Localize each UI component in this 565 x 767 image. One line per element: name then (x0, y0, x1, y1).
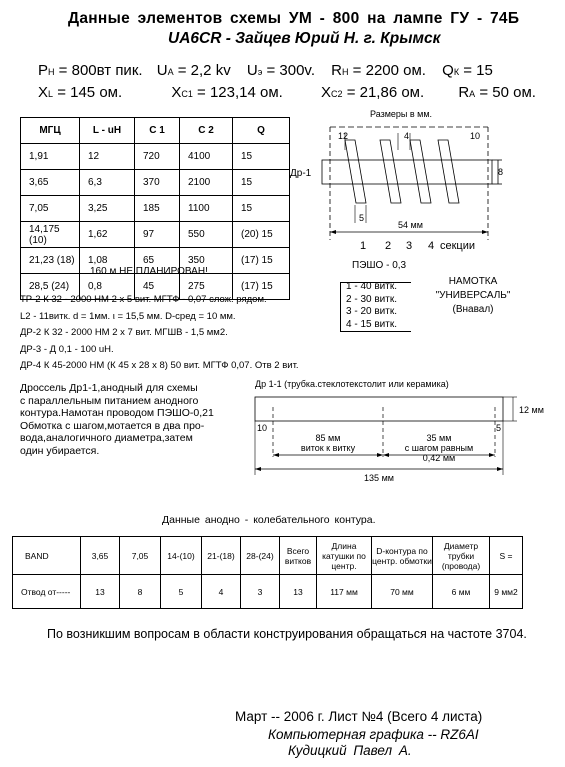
table-cell: 3 (241, 575, 280, 609)
section-number: 1 (360, 240, 367, 252)
description-line: Дроссель Др1-1,анодный для схемы (20, 382, 198, 394)
seg2-length: 35 мм (426, 433, 452, 443)
table-header-cell: 3,65 (81, 537, 120, 575)
table-cell: 720 (135, 144, 180, 170)
table-cell: 4 (202, 575, 241, 609)
table2-title: Данные анодно - колебательного контура. (162, 514, 376, 526)
description-line: контура.Намотан проводом ПЭШО-0,21 (20, 407, 214, 419)
table-cell: 185 (135, 196, 180, 222)
choke-section-4 (438, 140, 459, 203)
section-number: 3 (406, 240, 413, 252)
dim-10: 10 (470, 131, 481, 141)
table-header-cell: 28-(24) (241, 537, 280, 575)
dim-10: 10 (257, 423, 268, 433)
table-cell: 15 (233, 196, 290, 222)
tube-diameter: 12 мм (519, 405, 544, 415)
param-xc1: XC1 = 123,14 ом. (171, 84, 283, 101)
table-header-cell: C 2 (180, 118, 233, 144)
table-header-cell: S = (490, 537, 523, 575)
table-cell: 4100 (180, 144, 233, 170)
table-cell: 13 (81, 575, 120, 609)
description-line: один убирается. (20, 444, 100, 457)
table-cell: 21,23 (18) (21, 248, 80, 274)
table-cell: 45 (135, 274, 180, 300)
params-line-1 (38, 62, 493, 79)
dim-5: 5 (359, 213, 365, 223)
param-ua: UА = 2,2 kv (156, 62, 231, 79)
table-cell: 2100 (180, 170, 233, 196)
table-cell: 3,25 (80, 196, 135, 222)
table-cell: 28,5 (24) (21, 274, 80, 300)
table-cell: 12 (80, 144, 135, 170)
sections-label: секции (440, 240, 476, 252)
component-item: ДР-4 К 45-2000 НМ (К 45 х 28 х 8) 50 вит. МГТФ 0,07. Отв 2 вит. (20, 360, 299, 371)
table-cell: 550 (180, 222, 233, 248)
choke-description (20, 382, 214, 457)
component-item: ДР-2 К 32 - 2000 НМ 2 х 7 вит. МГШВ - 1,5 мм2. (20, 327, 228, 338)
winding-line: "УНИВЕРСАЛЬ" (435, 290, 511, 301)
table-cell: 13 (280, 575, 317, 609)
turns-item: 2 - 30 витк. (346, 293, 397, 305)
component-item: ДР-3 - Д 0,1 - 100 uH. (20, 343, 114, 355)
table-cell: 15 (233, 144, 290, 170)
param-pn: РН = 800вт пик. (38, 62, 143, 79)
dim-5: 5 (496, 423, 502, 433)
table-cell: 1,08 (80, 248, 135, 274)
seg1-length: 85 мм (315, 433, 341, 443)
table-cell: (20) 15 (233, 222, 290, 248)
dim-total: 54 мм (398, 220, 423, 230)
table-header-cell: Всего витков (280, 537, 317, 575)
params-line-2 (38, 84, 536, 101)
table-cell: (17) 15 (233, 248, 290, 274)
table-row (21, 196, 290, 222)
param-xl: XL = 145 ом. (38, 84, 123, 101)
table-cell: 9 мм2 (490, 575, 523, 609)
table-cell: 6 мм (433, 575, 490, 609)
table-cell: 8 (120, 575, 161, 609)
page-subtitle: UA6CR - Зайцев Юрий Н. г. Крымск (168, 30, 441, 47)
table-cell: 14,175 (10) (21, 222, 80, 248)
param-qk: QК = 15 (442, 62, 493, 79)
section-number: 2 (385, 240, 392, 252)
choke-dr11-drawing (245, 375, 565, 487)
table-cell: (17) 15 (233, 274, 290, 300)
table-cell: Отвод от----- (13, 575, 81, 609)
choke-rod (322, 160, 492, 184)
table-header-cell: Длина катушки по центр. (317, 537, 372, 575)
choke-label: Др-1 (290, 168, 312, 179)
turns-item: 3 - 20 витк. (346, 306, 397, 317)
table-header-cell: 14-(10) (161, 537, 202, 575)
component-item: ТР-2 К 32 - 2000 НМ 2 х 5 вит. МГТФ - 0,07 слож. рядом. (20, 294, 267, 305)
table-cell: 65 (135, 248, 180, 274)
table-header-cell: D-контура по центр. обмотки (372, 537, 433, 575)
table-header-cell: Диаметр трубки (провода) (433, 537, 490, 575)
table-cell: 5 (161, 575, 202, 609)
table-header-cell: Q (233, 118, 290, 144)
table-cell: 1100 (180, 196, 233, 222)
author-name: Кудицкий Павел А. (288, 743, 412, 758)
description-line: с параллельным питанием анодного (20, 394, 199, 407)
section-number: 4 (428, 240, 435, 252)
table-cell: 1,91 (21, 144, 80, 170)
table-cell: 350 (180, 248, 233, 274)
table-cell: 7,05 (21, 196, 80, 222)
table-cell: 275 (180, 274, 233, 300)
table-row (21, 222, 290, 248)
questions-note: По возникшим вопросам в области конструирования обращаться на частоте 3704. (47, 627, 527, 641)
table-row (13, 575, 523, 609)
winding-line: НАМОТКА (448, 276, 498, 287)
drawing-title: Размеры в мм. (370, 109, 433, 119)
band-note: 160 м НЕ ПЛАНИРОВАН! (90, 266, 208, 277)
description-line: вода,аналогичного диаметра,затем (20, 432, 193, 444)
table-header-cell: BAND (13, 537, 81, 575)
param-rn: RН = 2200 ом. (331, 62, 426, 79)
graphics-credit: Компьютерная графика -- RZ6AI (268, 727, 479, 742)
winding-line: (Внавал) (452, 304, 494, 315)
table-row (21, 144, 290, 170)
table-header-cell: 7,05 (120, 537, 161, 575)
table-cell: 0,8 (80, 274, 135, 300)
choke-section-3 (410, 140, 431, 203)
table-header-cell: C 1 (135, 118, 180, 144)
dim-12: 12 (338, 131, 349, 141)
page-title: Данные элементов схемы УМ - 800 на лампе ГУ - 74Б (68, 10, 520, 27)
dim-4: 4 (404, 131, 410, 141)
dim-8: 8 (498, 167, 504, 177)
tube (255, 397, 503, 421)
table-row (21, 170, 290, 196)
param-ue: Uэ = 300v. (246, 62, 315, 79)
table-cell: 6,3 (80, 170, 135, 196)
component-list (20, 292, 299, 375)
param-ra: RA = 50 ом. (458, 84, 536, 101)
description-line: Обмотка с шагом,мотается в два про- (20, 419, 205, 432)
table-header-cell: 21-(18) (202, 537, 241, 575)
table-cell: 117 мм (317, 575, 372, 609)
table-header-cell: L - uH (80, 118, 135, 144)
table-cell: 97 (135, 222, 180, 248)
table-cell: 70 мм (372, 575, 433, 609)
component-item: L2 - 11витк. d = 1мм. ι = 15,5 мм. D-сред = 10 мм. (20, 310, 236, 322)
wire-type: ПЭШО - 0,3 (352, 260, 407, 271)
turns-list (346, 281, 397, 331)
sheet-info: Март -- 2006 г. Лист №4 (Всего 4 листа) (235, 709, 483, 724)
table-header-row (21, 118, 290, 144)
winding-type (418, 275, 528, 317)
seg2-desc: с шагом равным (404, 443, 474, 453)
drawing2-title: Др 1-1 (трубка.стеклотекстолит или керамика) (255, 379, 449, 389)
tank-circuit-table (12, 536, 523, 609)
table-cell: 15 (233, 170, 290, 196)
table-cell: 370 (135, 170, 180, 196)
turns-item: 1 - 40 витк. (346, 281, 397, 292)
seg1-desc: виток к витку (300, 443, 356, 453)
seg2-pitch: 0,42 мм (422, 453, 456, 463)
table-cell: 3,65 (21, 170, 80, 196)
tube-length: 135 мм (364, 473, 394, 483)
param-xc2: XC2 = 21,86 ом. (321, 84, 425, 101)
turns-item: 4 - 15 витк. (346, 318, 397, 330)
table-header-cell: МГЦ (21, 118, 80, 144)
table-cell: 1,62 (80, 222, 135, 248)
table-header-row (13, 537, 523, 575)
choke-section-1 (345, 140, 366, 203)
